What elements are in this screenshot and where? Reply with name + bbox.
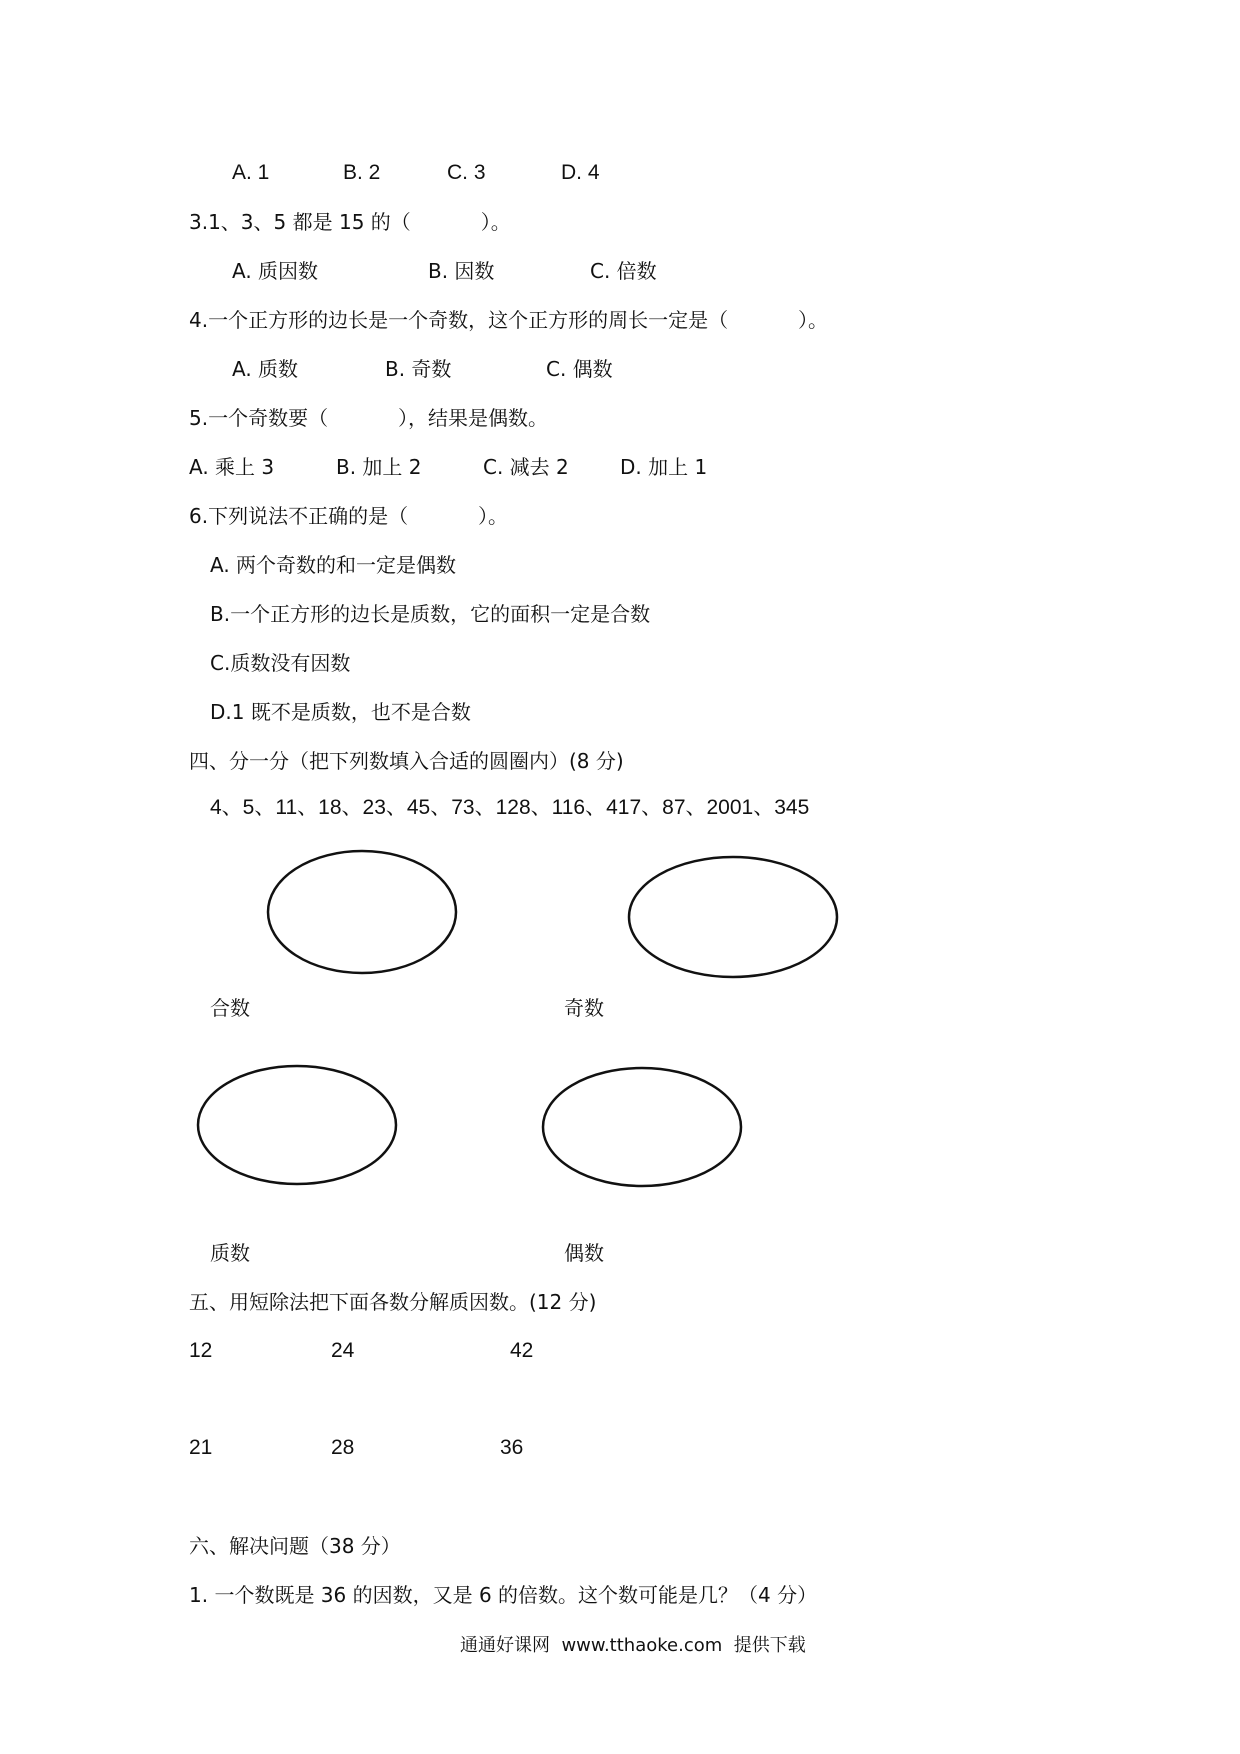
section5-number: 42 [510, 1339, 534, 1362]
q5-option-a: A. 乘上 3 [189, 455, 275, 479]
section5-number: 21 [189, 1436, 213, 1459]
q5-option-c: C. 减去 2 [483, 455, 569, 479]
odd-circle[interactable] [629, 857, 837, 977]
q6-option-b: B.一个正方形的边长是质数，它的面积一定是合数 [210, 602, 651, 626]
q5-option-b: B. 加上 2 [336, 455, 422, 479]
section5-number: 28 [331, 1436, 355, 1459]
label-prime: 质数 [210, 1241, 250, 1265]
section5-number: 36 [500, 1436, 524, 1459]
q6-option-a: A. 两个奇数的和一定是偶数 [210, 553, 457, 577]
q2-option-c: C. 3 [447, 161, 486, 184]
page-footer[interactable]: 通通好课网 www.tthaoke.com 提供下载 [460, 1635, 806, 1656]
q3-option-a: A. 质因数 [232, 259, 319, 283]
q4-option-c: C. 偶数 [546, 357, 613, 381]
section6-title: 六、解决问题（38 分） [189, 1534, 401, 1558]
q6-option-c: C.质数没有因数 [210, 651, 351, 675]
q4-stem: 4.一个正方形的边长是一个奇数，这个正方形的周长一定是（ ）。 [189, 308, 829, 332]
section4-numbers: 4、5、11、18、23、45、73、128、116、417、87、2001、345 [210, 796, 810, 819]
q3-stem: 3.1、3、5 都是 15 的（ ）。 [189, 210, 511, 234]
section4-title: 四、分一分（把下列数填入合适的圆圈内）(8 分) [189, 749, 624, 773]
q2-option-a: A. 1 [232, 161, 270, 184]
section5-number: 12 [189, 1339, 213, 1362]
composite-circle[interactable] [268, 851, 456, 973]
prime-circle[interactable] [198, 1066, 396, 1184]
q4-option-a: A. 质数 [232, 357, 299, 381]
label-even: 偶数 [564, 1241, 604, 1265]
q5-stem: 5.一个奇数要（ ），结果是偶数。 [189, 406, 549, 430]
label-composite: 合数 [210, 996, 250, 1020]
even-circle[interactable] [543, 1068, 741, 1186]
section5-number: 24 [331, 1339, 355, 1362]
q6-stem: 6.下列说法不正确的是（ ）。 [189, 504, 509, 528]
section6-q1: 1. 一个数既是 36 的因数，又是 6 的倍数。这个数可能是几？（4 分） [189, 1583, 818, 1607]
q6-option-d: D.1 既不是质数，也不是合数 [210, 700, 471, 724]
section5-title: 五、用短除法把下面各数分解质因数。(12 分) [189, 1290, 597, 1314]
q3-option-b: B. 因数 [428, 259, 495, 283]
q2-option-d: D. 4 [561, 161, 600, 184]
q5-option-d: D. 加上 1 [620, 455, 708, 479]
q4-option-b: B. 奇数 [385, 357, 452, 381]
label-odd: 奇数 [564, 996, 604, 1020]
q2-option-b: B. 2 [343, 161, 381, 184]
q3-option-c: C. 倍数 [590, 259, 657, 283]
